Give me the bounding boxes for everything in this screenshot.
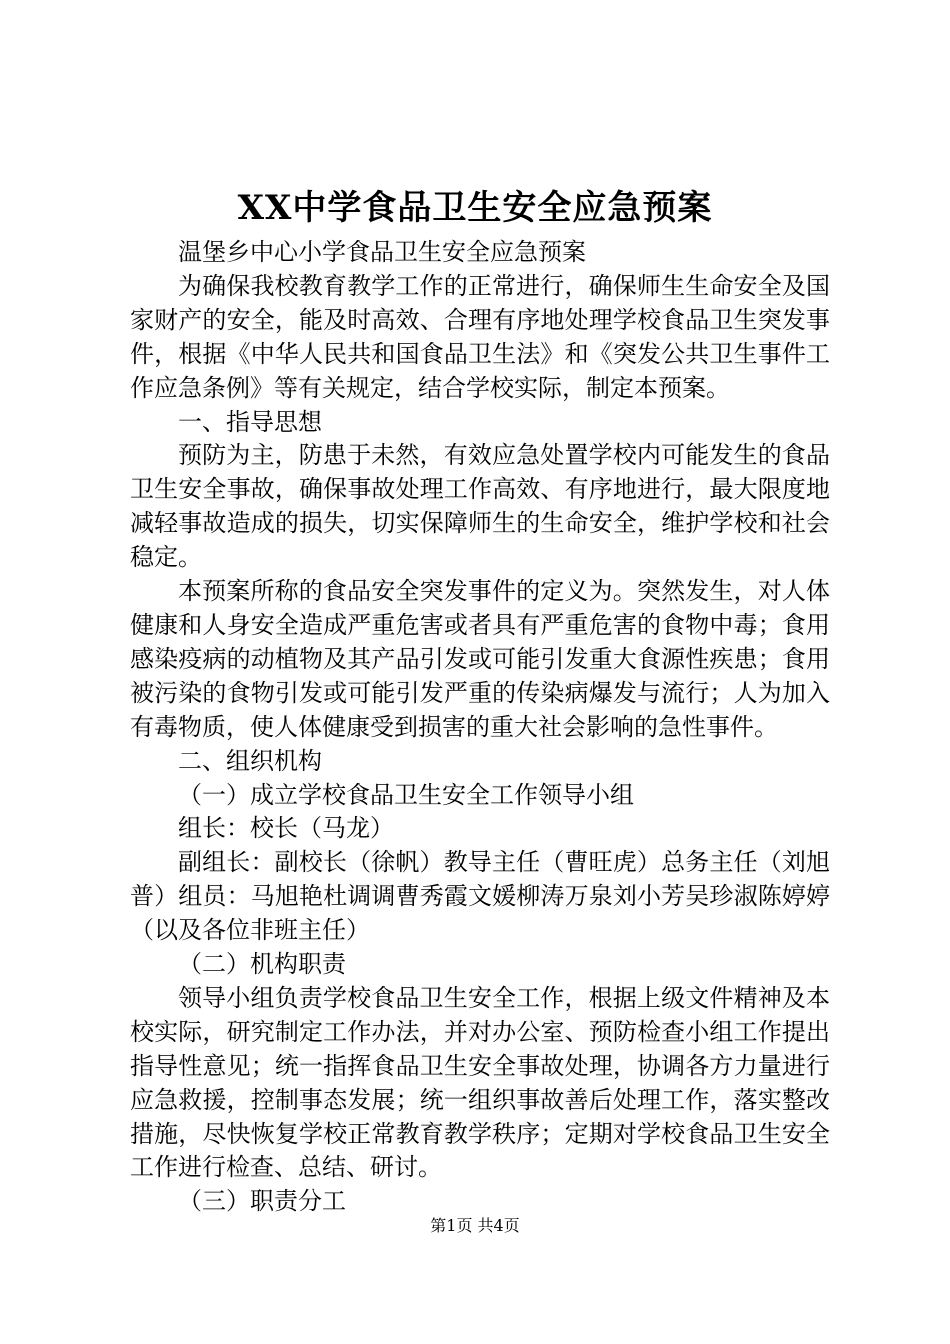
paragraph-group-leader: 组长：校长（马龙）	[178, 814, 394, 843]
paragraph-intro: 为确保我校教育教学工作的正常进行，确保师生生命安全及国家财产的安全，能及时高效、合理有序地处理学校食品卫生突发事件，根据《中华人民共和国食品卫生法》和《突发公共卫生事件工作应急条例》等有关规定，结合学校实际，制定本预案。	[130, 271, 830, 402]
paragraph-duties: 领导小组负责学校食品卫生安全工作，根据上级文件精神及本校实际，研究制定工作办法，并对办公室、预防检查小组工作提出指导性意见；统一指挥食品卫生安全事故处理，协调各方力量进行应急救援，控制事态发展；统一组织事故善后处理工作，落实整改措施，尽快恢复学校正常教育教学秩序；定期对学校食品卫生安全工作进行检查、总结、研讨。	[130, 983, 830, 1182]
document-body	[130, 236, 830, 1219]
paragraph-guiding-ideology: 预防为主，防患于未然，有效应急处置学校内可能发生的食品卫生安全事故，确保事故处理工作高效、有序地进行，最大限度地减轻事故造成的损失，切实保障师生的生命安全，维护学校和社会稳定。	[130, 441, 830, 572]
section-heading-guiding-ideology: 一、指导思想	[178, 407, 322, 436]
section-heading-organization: 二、组织机构	[178, 746, 322, 775]
subsection-heading-duties: （二）机构职责	[178, 950, 346, 979]
subsection-heading-leadership-group: （一）成立学校食品卫生安全工作领导小组	[178, 780, 634, 809]
document-title: XX中学食品卫生安全应急预案	[237, 188, 713, 228]
subsection-heading-division: （三）职责分工	[178, 1187, 346, 1216]
paragraph-definition: 本预案所称的食品安全突发事件的定义为。突然发生，对人体健康和人身安全造成严重危害或者具有严重危害的食物中毒；食用感染疫病的动植物及其产品引发或可能引发重大食源性疾患；食用被污染的食物引发或可能引发严重的传染病爆发与流行；人为加入有毒物质，使人体健康受到损害的重大社会影响的急性事件。	[130, 577, 830, 741]
paragraph-deputy-leaders: 副组长：副校长（徐帆）教导主任（曹旺虎）总务主任（刘旭普）组员：马旭艳杜调调曹秀霞文媛柳涛万泉刘小芳吴珍淑陈婷婷（以及各位非班主任）	[130, 848, 830, 945]
paragraph-subtitle: 温堡乡中心小学食品卫生安全应急预案	[178, 238, 586, 266]
page-number-footer: 第1页 共4页	[430, 1216, 520, 1235]
